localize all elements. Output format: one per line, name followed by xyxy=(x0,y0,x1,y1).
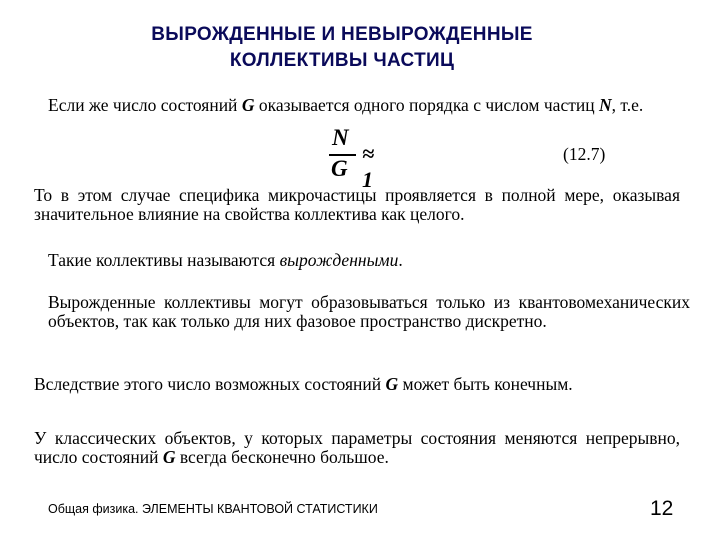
slide-title-line-2: КОЛЛЕКТИВЫ ЧАСТИЦ xyxy=(229,50,455,71)
symbol-n: N xyxy=(598,95,612,115)
paragraph-classical-objects xyxy=(34,429,680,467)
page-number: 12 xyxy=(650,497,674,520)
text: оказывается одного порядка с числом частиц xyxy=(254,95,599,115)
equation-rhs: ≈ 1 xyxy=(362,141,375,192)
equation-numerator: N xyxy=(332,125,349,150)
text: Если же число состояний xyxy=(48,95,242,115)
paragraph-finite-states xyxy=(34,375,680,394)
text: может быть конечным. xyxy=(398,374,573,394)
symbol-g: G xyxy=(241,95,255,115)
symbol-g: G xyxy=(385,374,399,394)
equation-denominator: G xyxy=(331,156,348,181)
equation-number: (12.7) xyxy=(563,144,606,164)
text: Вследствие этого число возможных состояний xyxy=(34,374,386,394)
emphasis-term: вырожденными xyxy=(279,250,399,270)
text: , т.е. xyxy=(611,95,644,115)
footer-course-title: Общая физика. ЭЛЕМЕНТЫ КВАНТОВОЙ СТАТИСТИКИ xyxy=(48,502,378,516)
paragraph-specificity: То в этом случае специфика микрочастицы проявляется в полной мере, оказывая значительное влияние на свойства коллектива как целого. xyxy=(34,185,680,224)
paragraph-degenerate-definition xyxy=(48,251,680,270)
text: Такие коллективы называются xyxy=(48,250,280,270)
text: У классических объектов, у которых параметры состояния меняются непрерывно, число состояний xyxy=(34,428,680,467)
symbol-g: G xyxy=(162,447,176,467)
equation-fraction xyxy=(329,125,389,192)
slide-title-line-1: ВЫРОЖДЕННЫЕ И НЕВЫРОЖДЕННЫЕ xyxy=(151,24,533,45)
paragraph-quantum-objects: Вырожденные коллективы могут образовываться только из квантовомеханических объектов, так как только для них фазовое пространство дискретно. xyxy=(48,292,690,331)
text: всегда бесконечно большое. xyxy=(175,447,389,467)
paragraph-condition xyxy=(48,96,684,115)
text: . xyxy=(398,250,403,270)
